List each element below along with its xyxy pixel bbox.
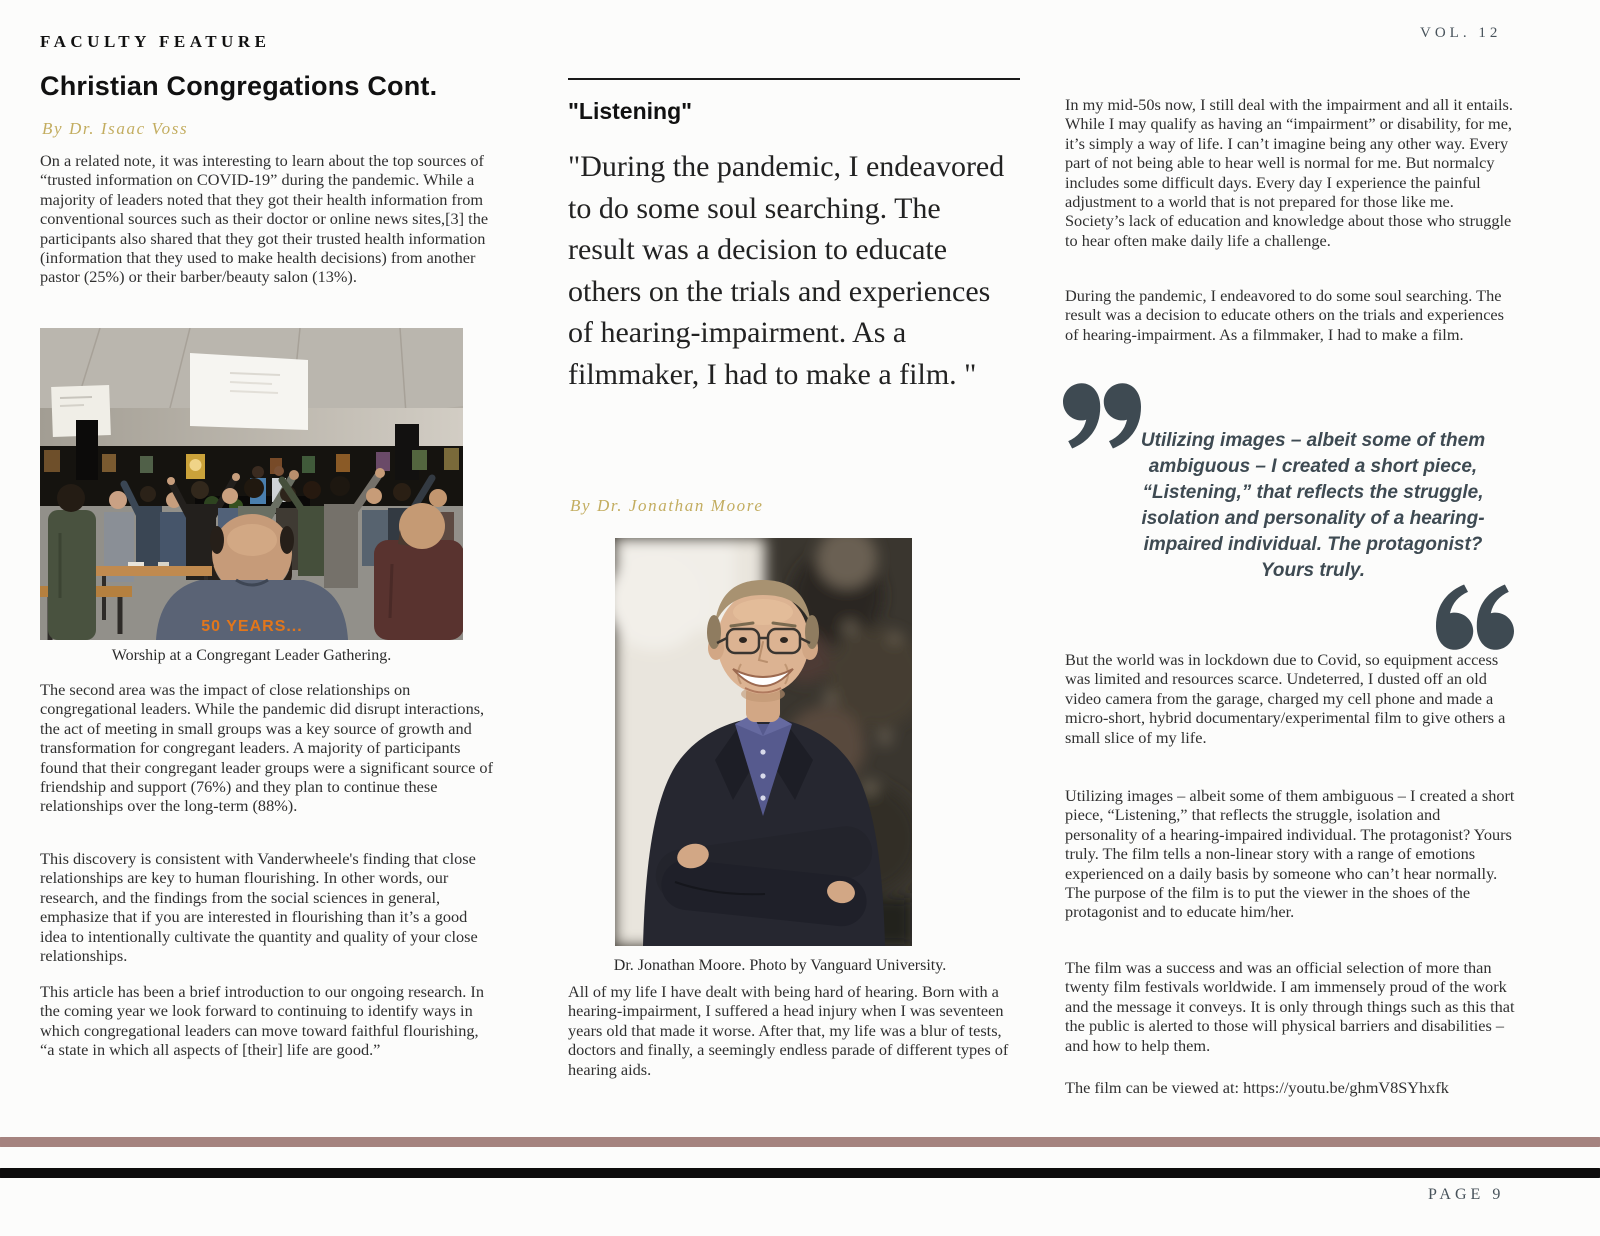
footer-bar-mauve: [0, 1137, 1600, 1147]
paragraph: During the pandemic, I endeavored to do some soul searching. The result was a decision to educate others on the trials and experiences of hearing-impairment. As a filmmaker, I had to make a film.: [1065, 286, 1504, 344]
paragraph: All of my life I have dealt with being hard of hearing. Born with a hearing-impairment, I suffered a head injury when I was seventeen years old that made it worse. After that, my life was a blur of tests, doctors and finally, a seemingly endless parade of different types of hearing aids.: [568, 982, 1009, 1079]
lead-quote: "During the pandemic, I endeavored to do some soul searching. The result was a decision to educate others on the trials and experiences of hearing-impairment. As a filmmaker, I had to make a film. ": [568, 150, 1005, 391]
paragraph: This article has been a brief introduction to our ongoing research. In the coming year we look forward to continuing to identify ways in which congregational leaders can move toward faithful flourishing, “a state in which all aspects of [their] life are good.”: [40, 982, 484, 1060]
paragraph: The second area was the impact of close relationships on congregational leaders. While the pandemic did disrupt interactions, the act of meeting in small groups was a key source of growth and transformation for congregant leaders. A majority of participants found that their congregant leader groups were a significant source of friendship and support (76%) and they plan to continue these relationships over the long-term (88%).: [40, 680, 493, 816]
article-title: Christian Congregations Cont.: [40, 71, 438, 101]
article-byline: By Dr. Isaac Voss: [42, 119, 189, 138]
pull-quote-text: Utilizing images – albeit some of them ambiguous – I created a short piece, “Listening,” that reflects the struggle, isolation and personality of a hearing-impaired individual. The protagonist? Yours truly.: [1140, 430, 1486, 581]
portrait-figure: [613, 538, 947, 974]
footer-bar-black: [0, 1168, 1600, 1178]
close-quote-icon: [1436, 584, 1514, 650]
kicker: FACULTY FEATURE: [40, 32, 271, 51]
congregation-photo: [40, 328, 463, 640]
paragraph: On a related note, it was interesting to learn about the top sources of “trusted information on COVID-19” during the pandemic. While a majority of leaders noted that they got their health information from conventional sources such as their doctor or online news sites,[3] the participants also shared that they got their trusted health information (information that they used to make health decisions) from another pastor (25%) or their barber/beauty salon (13%).: [40, 151, 489, 287]
section-heading: "Listening": [568, 98, 693, 124]
article-byline: By Dr. Jonathan Moore: [570, 496, 764, 515]
photo-caption: Worship at a Congregant Leader Gathering.: [111, 647, 392, 664]
projector-screen-main: [190, 353, 308, 430]
paragraph: In my mid-50s now, I still deal with the impairment and all it entails. While I may qualify as having an “impairment” or disability, for me, it’s simply a way of life. I can’t imagine being any other way. Every part of not being able to hear well is normal for me. But normalcy includes some difficult days. Every day I experience the painful adjustment to a world that is not prepared for those like me. Society’s lack of education and knowledge about those who struggle to hear often make daily life a challenge.: [1065, 95, 1513, 250]
photo-overlay-text: 50 YEARS...: [201, 618, 303, 635]
paragraph: Utilizing images – albeit some of them ambiguous – I created a short piece, “Listening,” that reflects the struggle, isolation and personality of a hearing-impaired individual. The protagonist? Yours truly. The film tells a non-linear story with a range of emotions experienced on a daily basis by someone who can’t hear normally. The purpose of the film is to put the viewer in the shoes of the protagonist and to educate him/her.: [1065, 786, 1515, 922]
congregation-photo-figure: [40, 328, 463, 664]
film-url-link[interactable]: https://youtu.be/ghmV8SYhxfk: [1243, 1078, 1449, 1097]
page-number: PAGE 9: [1428, 1186, 1505, 1203]
volume-label: VOL. 12: [1420, 25, 1502, 41]
section-rule: [568, 78, 1020, 80]
paragraph: But the world was in lockdown due to Covid, so equipment access was limited and resources scarce. Undeterred, I dusted off an old video camera from the garage, charged my cell phone and made a micro-short, hybrid documentary/experimental film to give others a small slice of my life.: [1065, 650, 1506, 747]
speaker-left: [76, 420, 98, 480]
film-url-label: The film can be viewed at:: [1065, 1078, 1244, 1097]
paragraph: [1065, 1078, 1535, 1097]
portrait-photo: [615, 538, 912, 946]
paragraph: This discovery is consistent with Vanderwheele's finding that close relationships are key to human flourishing. In other words, our research, and the findings from the social sciences in general, emphasize that if you are interested in flourishing than it’s a good idea to intentionally cultivate the quantity and quality of your close relationships.: [40, 849, 478, 966]
paragraph: The film was a success and was an official selection of more than twenty film festivals worldwide. I am immensely proud of the work and the message it conveys. It is only through things such as this that the public is alerted to those will physical barriers and disabilities – and how to help them.: [1065, 958, 1515, 1055]
portrait-caption: Dr. Jonathan Moore. Photo by Vanguard University.: [613, 957, 947, 974]
